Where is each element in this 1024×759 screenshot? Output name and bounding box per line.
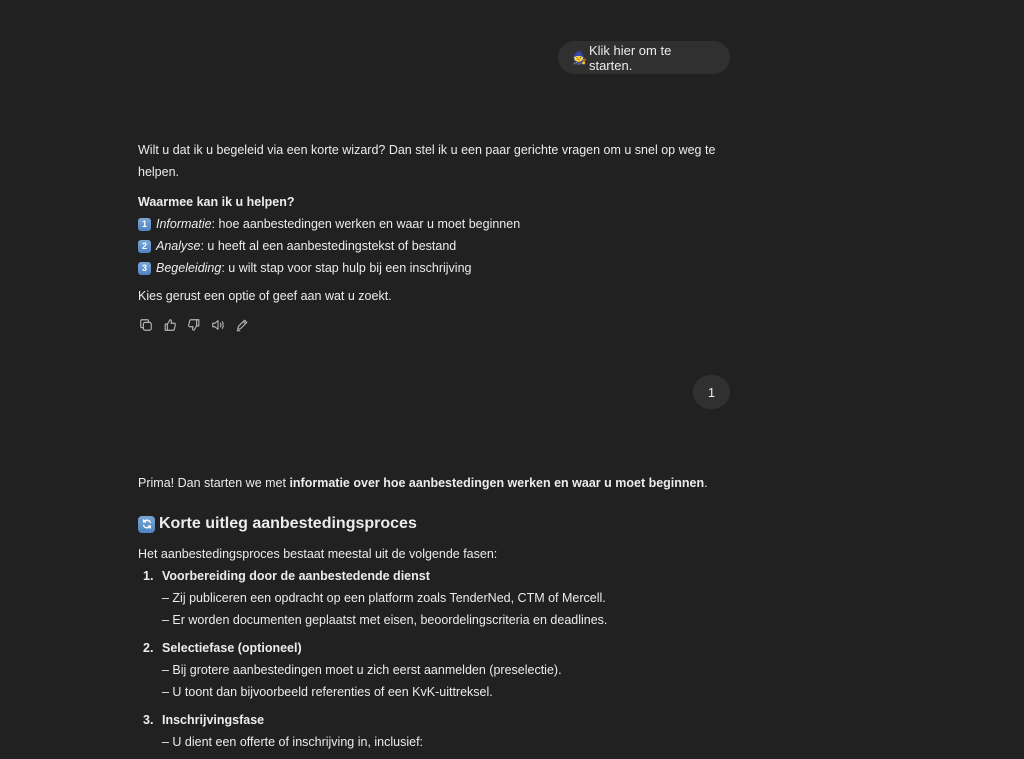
phase-detail: – U toont dan bijvoorbeeld referenties of een KvK-uittreksel.	[162, 685, 493, 699]
list-item	[138, 709, 738, 753]
phase-detail: – Er worden documenten geplaatst met eisen, beoordelingscriteria en deadlines.	[162, 613, 608, 627]
phase-intro: Het aanbestedingsproces bestaat meestal uit de volgende fasen:	[138, 547, 498, 561]
list-number: 2.	[143, 641, 154, 655]
option-begeleiding	[138, 257, 738, 279]
phase-title: Inschrijvingsfase	[162, 713, 265, 727]
list-number: 3.	[143, 713, 154, 727]
keycap-3-icon: 3	[138, 262, 151, 275]
thumbs-up-icon[interactable]	[162, 317, 178, 333]
message-actions	[138, 317, 250, 333]
thumbs-down-icon[interactable]	[186, 317, 202, 333]
phase-title: Selectiefase (optioneel)	[162, 641, 302, 655]
phase-detail: – Zij publiceren een opdracht op een platform zoals TenderNed, CTM of Mercell.	[162, 591, 606, 605]
user-message-option[interactable]	[693, 375, 730, 409]
lead-prefix: Prima! Dan starten we met	[138, 476, 290, 490]
list-item	[138, 637, 738, 703]
assistant-closing-text: Kies gerust een optie of geef aan wat u zoekt.	[138, 289, 392, 303]
option-desc: : u wilt stap voor stap hulp bij een inschrijving	[221, 261, 472, 275]
list-item	[138, 565, 738, 631]
option-name: Analyse	[156, 239, 201, 253]
edit-icon[interactable]	[234, 317, 250, 333]
phase-list	[138, 565, 738, 753]
option-desc: : hoe aanbestedingen werken en waar u moet beginnen	[211, 217, 521, 231]
assistant-intro-text: Wilt u dat ik u begeleid via een korte wizard? Dan stel ik u een paar gerichte vragen om u snel op weg te helpen.	[138, 143, 716, 179]
phase-title: Voorbereiding door de aanbestedende dienst	[162, 569, 430, 583]
phase-detail: – U dient een offerte of inschrijving in, inclusief:	[162, 735, 424, 749]
keycap-1-icon: 1	[138, 218, 151, 231]
user-message-text: 1	[707, 384, 716, 400]
list-number: 1.	[143, 569, 154, 583]
keycap-2-icon: 2	[138, 240, 151, 253]
option-desc: : u heeft al een aanbestedingstekst of bestand	[200, 239, 457, 253]
phase-detail: – Bij grotere aanbestedingen moet u zich eerst aanmelden (preselectie).	[162, 663, 562, 677]
section-heading	[138, 512, 738, 536]
user-message-start[interactable]	[558, 41, 730, 74]
assistant-lead-text	[138, 472, 738, 494]
option-informatie	[138, 213, 738, 235]
help-title: Waarmee kan ik u helpen?	[138, 195, 295, 209]
assistant-message-wizard	[138, 139, 738, 313]
copy-icon[interactable]	[138, 317, 154, 333]
user-message-text: Klik hier om te starten.	[588, 42, 672, 73]
cycle-arrows-icon	[138, 516, 155, 533]
lead-bold: informatie over hoe aanbestedingen werken en waar u moet beginnen	[289, 476, 705, 490]
assistant-message-info	[138, 472, 738, 759]
option-name: Begeleiding	[156, 261, 222, 275]
section-title: Korte uitleg aanbestedingsproces	[159, 515, 417, 532]
read-aloud-icon[interactable]	[210, 317, 226, 333]
option-analyse	[138, 235, 738, 257]
option-name: Informatie	[156, 217, 212, 231]
wizard-emoji-icon: 🧙	[572, 50, 587, 65]
lead-suffix: .	[704, 476, 708, 490]
